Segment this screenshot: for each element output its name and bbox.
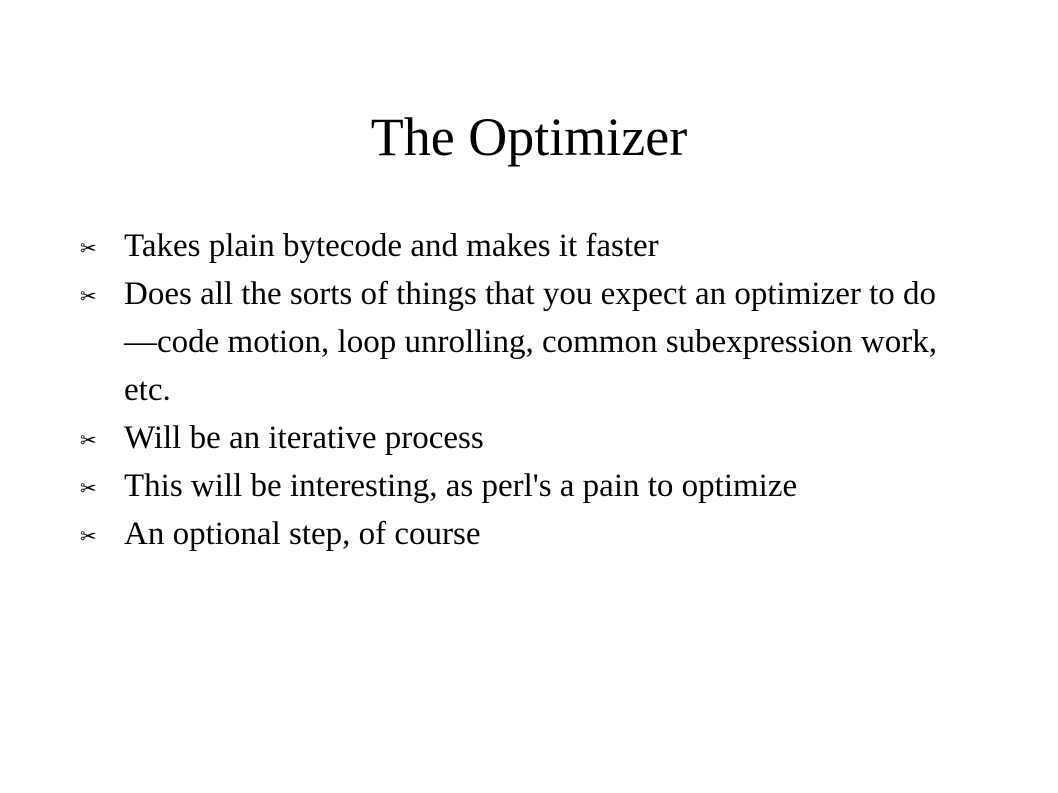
bullet-item [80, 222, 960, 270]
bullet-text: This will be interesting, as perl's a pain to optimize [124, 468, 798, 504]
scissors-icon: ✂ [80, 236, 97, 260]
bullet-text: An optional step, of course [124, 516, 481, 552]
bullet-text: Takes plain bytecode and makes it faster [124, 228, 659, 264]
bullet-list [80, 222, 960, 558]
bullet-text: Will be an iterative process [124, 420, 484, 456]
bullet-item [80, 510, 960, 558]
scissors-icon: ✂ [80, 524, 97, 548]
bullet-item [80, 270, 960, 414]
slide-title: The Optimizer [370, 107, 688, 167]
bullet-text: Does all the sorts of things that you expect an optimizer to do—code motion, loop unrolling, common subexpression work, etc. [124, 276, 937, 408]
scissors-icon: ✂ [80, 428, 97, 452]
bullet-item [80, 414, 960, 462]
scissors-icon: ✂ [80, 476, 97, 500]
scissors-icon: ✂ [80, 284, 97, 308]
bullet-item [80, 462, 960, 510]
